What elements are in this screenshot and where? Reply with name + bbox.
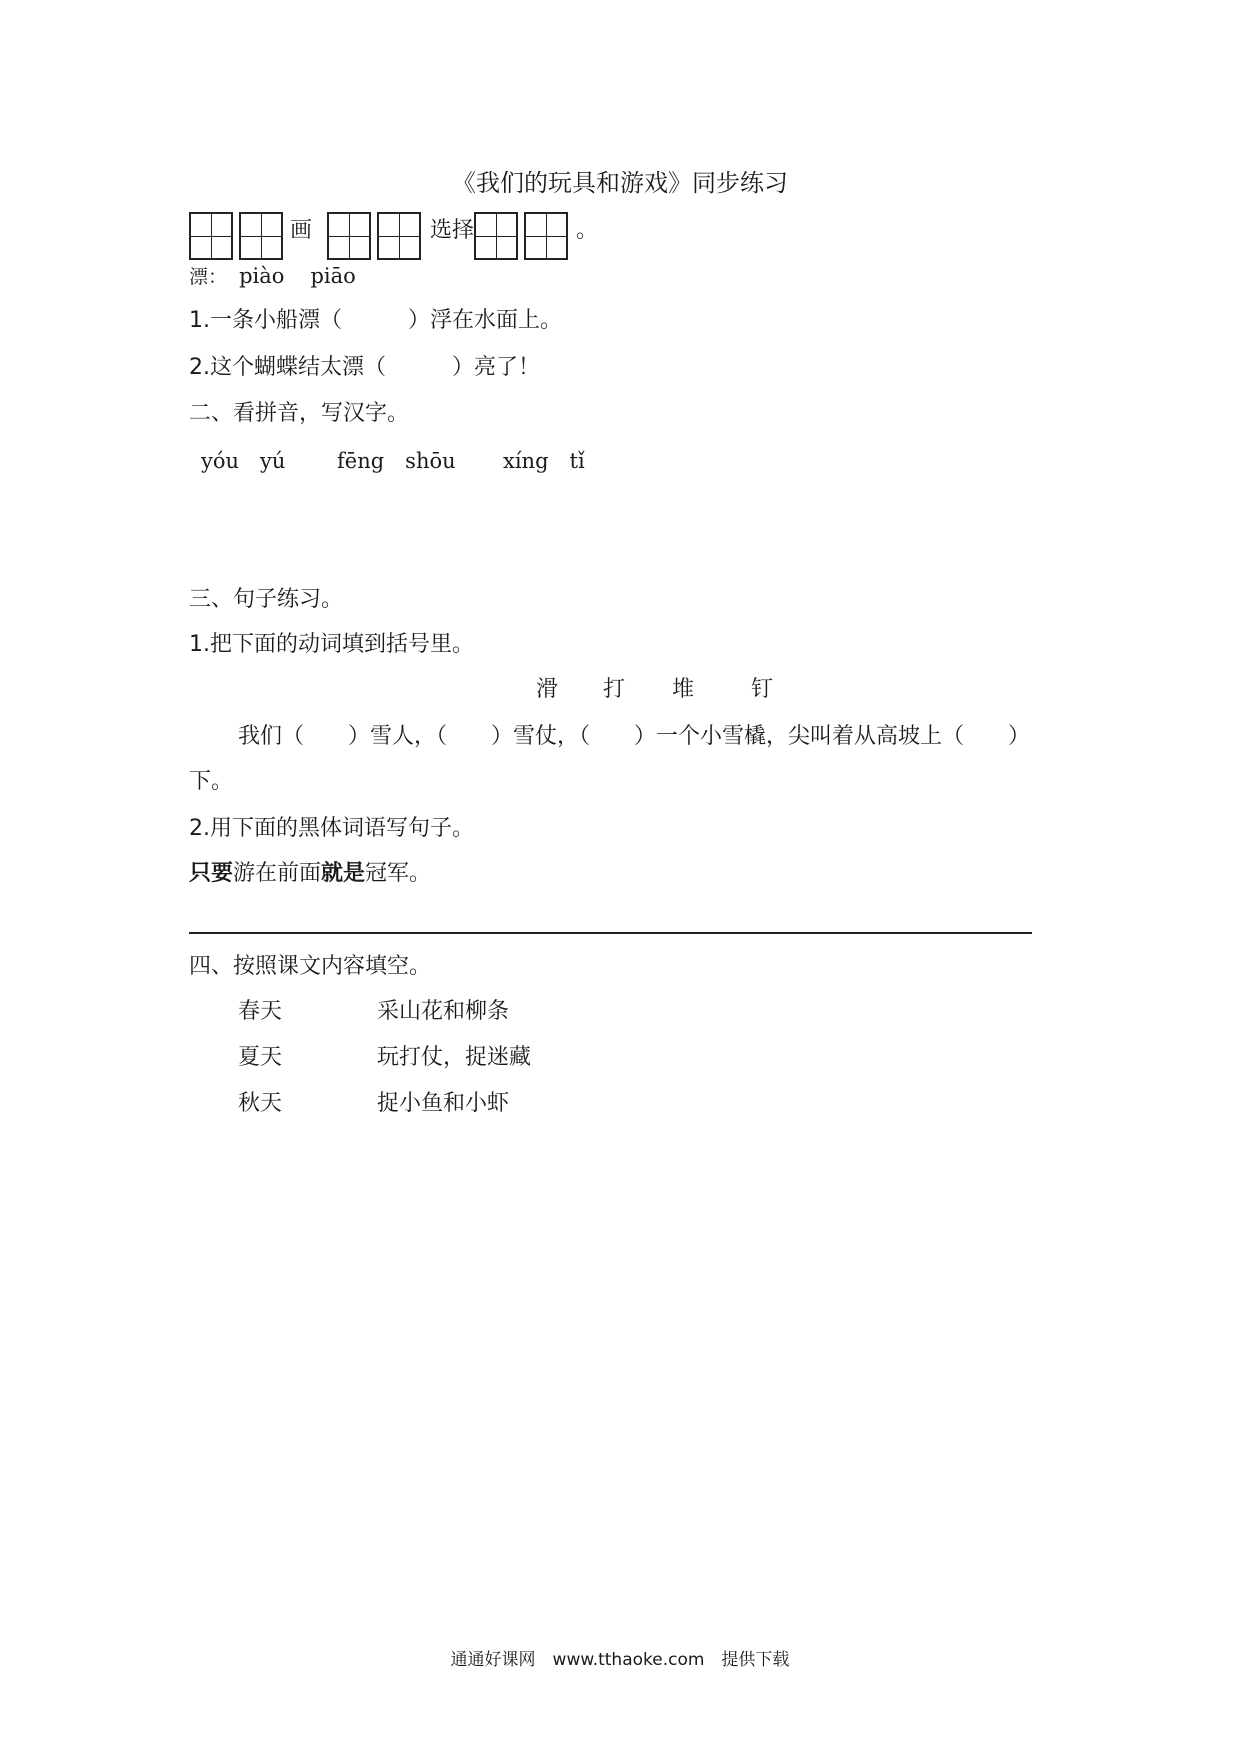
verb-1: 滑	[536, 677, 559, 702]
fill-sentence-line-2: 下。	[189, 769, 234, 794]
example-middle: 游在前面	[233, 861, 322, 886]
grid-cell	[189, 212, 233, 260]
writing-grid-3	[474, 212, 574, 262]
question-1-1: 1.一条小船漂（ ）浮在水面上。	[189, 308, 562, 333]
pinyin-option-2: piāo	[310, 264, 356, 288]
example-sentence	[189, 856, 431, 887]
pinyin-word-1: yóu yú	[201, 449, 286, 473]
pinyin-option-1: piào	[239, 264, 285, 288]
verb-4: 钉	[751, 677, 774, 702]
verb-3: 堆	[672, 677, 695, 702]
activity-1: 采山花和柳条	[377, 999, 510, 1024]
grid-cell	[239, 212, 283, 260]
page-title: 《我们的玩具和游戏》同步练习	[452, 169, 788, 197]
season-1: 春天	[238, 999, 283, 1024]
instruction-fragment-2: 选择	[430, 218, 475, 243]
bold-word-1: 只要	[189, 861, 234, 886]
fill-sentence-line-1: 我们（ ）雪人，（ ）雪仗，（ ）一个小雪橇，尖叫着从高坡上（ ）	[238, 724, 1031, 749]
grid-cell	[377, 212, 421, 260]
example-end: 冠军。	[365, 861, 432, 886]
verb-list	[536, 672, 773, 703]
pinyin-options-line	[189, 262, 356, 289]
section-4-heading: 四、按照课文内容填空。	[189, 954, 432, 979]
section-3-heading: 三、句子练习。	[189, 587, 344, 612]
question-3-2: 2.用下面的黑体词语写句子。	[189, 816, 474, 841]
writing-grid-1	[189, 212, 289, 262]
activity-2: 玩打仗，捉迷藏	[377, 1045, 532, 1070]
footer-credit: 通通好课网 www.tthaoke.com 提供下载	[450, 1650, 790, 1670]
bold-word-2: 就是	[321, 861, 366, 886]
section-2-heading: 二、看拼音，写汉字。	[189, 401, 410, 426]
pinyin-word-2: fēng shōu	[337, 449, 456, 473]
pinyin-label: 漂：	[189, 266, 228, 288]
answer-line	[189, 932, 1032, 934]
question-1-2: 2.这个蝴蝶结太漂（ ）亮了！	[189, 355, 540, 380]
question-3-1: 1.把下面的动词填到括号里。	[189, 632, 474, 657]
grid-cell	[524, 212, 568, 260]
season-3: 秋天	[238, 1091, 283, 1116]
pinyin-word-3: xíng tǐ	[503, 449, 585, 473]
verb-2: 打	[603, 677, 626, 702]
instruction-fragment-3: 。	[576, 218, 599, 243]
activity-3: 捉小鱼和小虾	[377, 1091, 510, 1116]
instruction-fragment-1: 画	[290, 218, 313, 243]
grid-cell	[474, 212, 518, 260]
grid-cell	[327, 212, 371, 260]
season-2: 夏天	[238, 1045, 283, 1070]
writing-grid-2	[327, 212, 427, 262]
